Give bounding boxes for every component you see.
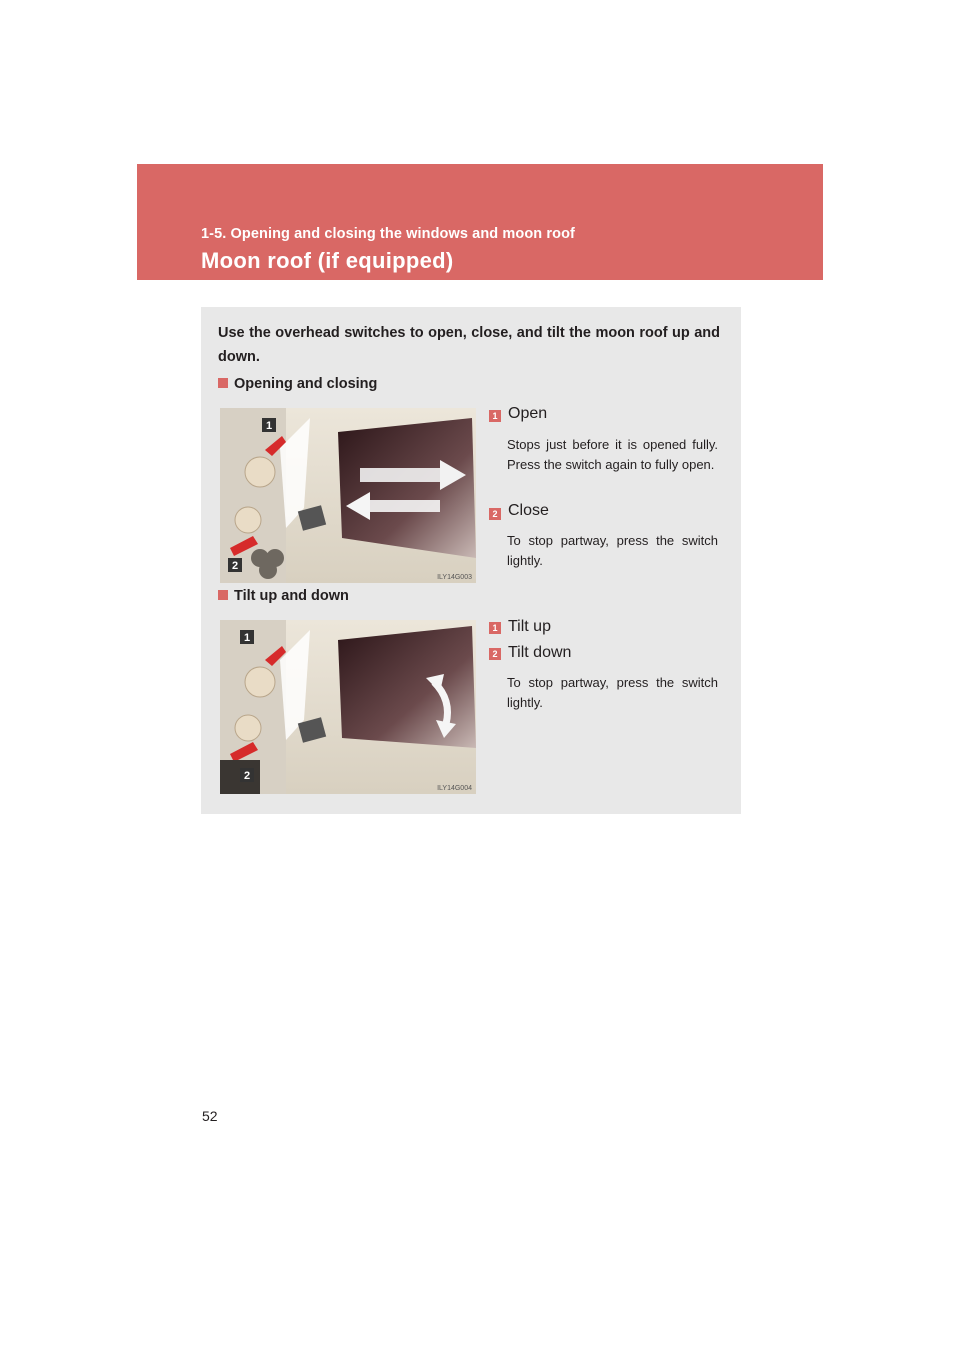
- section-header: [137, 164, 823, 280]
- page-number: 52: [202, 1108, 218, 1124]
- section-title: 1-5. Opening and closing the windows and moon roof: [201, 226, 575, 242]
- content-panel: [201, 307, 741, 814]
- moonroof-tilt-illustration: [220, 620, 476, 794]
- close-description: To stop partway, press the switch lightly.: [507, 533, 718, 568]
- item-number-1: 1: [489, 410, 501, 422]
- open-description: Stops just before it is opened fully. Press the switch again to fully open.: [507, 437, 718, 472]
- item-number-2: 2: [489, 508, 501, 520]
- tilt-down-label: Tilt down: [508, 644, 572, 661]
- image-code: ILY14G003: [437, 574, 472, 581]
- open-label: Open: [508, 405, 548, 422]
- item-number-1: 1: [489, 622, 501, 634]
- svg-text:1: 1: [265, 420, 273, 432]
- page-title: Moon roof (if equipped): [201, 248, 454, 273]
- tilt-heading: [218, 588, 349, 604]
- opening-heading: [218, 376, 377, 392]
- svg-text:2: 2: [231, 560, 239, 572]
- close-label: Close: [508, 502, 549, 519]
- square-bullet-icon: [218, 378, 228, 388]
- svg-text:2: 2: [243, 770, 251, 782]
- moonroof-open-close-illustration: [220, 408, 476, 583]
- square-bullet-icon: [218, 590, 228, 600]
- tilt-heading-label: Tilt up and down: [234, 588, 349, 604]
- tilt-up-label: Tilt up: [508, 618, 551, 635]
- image-code: ILY14G004: [437, 785, 472, 792]
- item-number-2: 2: [489, 648, 501, 660]
- svg-text:1: 1: [243, 632, 251, 644]
- tilt-description: To stop partway, press the switch lightly.: [507, 675, 718, 710]
- opening-heading-label: Opening and closing: [234, 376, 378, 392]
- intro-text: Use the overhead switches to open, close, and tilt the moon roof up and down.: [218, 325, 720, 365]
